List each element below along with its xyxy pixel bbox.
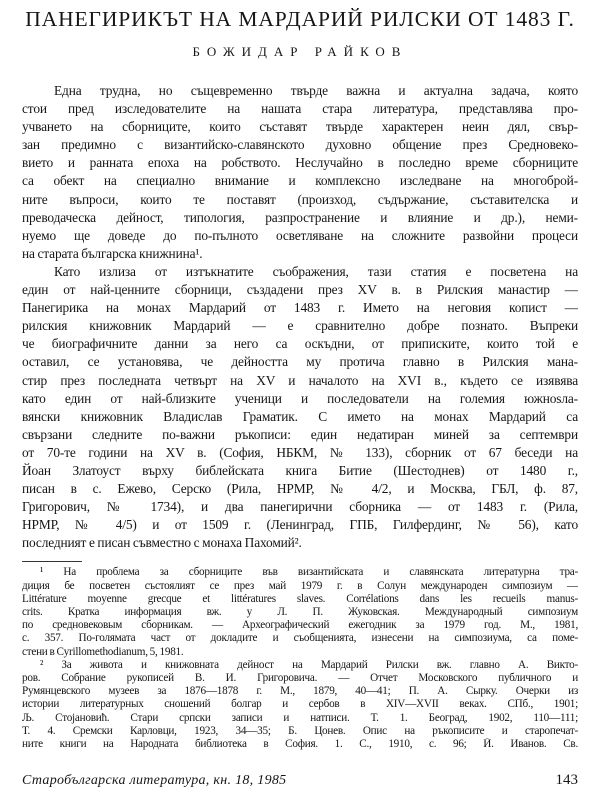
- text-line: Една трудна, но същевременно твърде важна и актуална задача, която: [54, 83, 578, 98]
- text-line: ните въпроси, които те поставят (произход, съдържание, съставителска и: [22, 191, 578, 207]
- footnote-line: по средновековым сборникам. — Археографический ежегодник за 1979 год. М., 1981,: [22, 619, 578, 632]
- text-line: Панегирика на монах Мардарий от 1483 г. Името на неговия копист —: [22, 300, 578, 316]
- footnote-line: ² За живота и книжовната дейност на Мардарий Рилски вж. главно А. Викто-: [40, 658, 578, 671]
- text-line: оставил, се установява, че дейността му протича главно в Рилския мана-: [22, 354, 578, 370]
- text-line: вянски книжовник Владислав Граматик. С името на монах Мардарий са: [22, 408, 578, 424]
- footnote-1: [22, 566, 578, 658]
- footnote-line: с. 357. По-голямата част от докладите и съобщенията, изнесени на симпозиума, са поме-: [22, 632, 578, 645]
- text-line: Григорович, № 1734), и два панегирични сборника — от 1483 г. (Рила,: [22, 499, 578, 515]
- footnote-2: [22, 659, 578, 751]
- footnote-line: Љ. Стојановић. Стари српски записи и натписи. Т. 1. Београд, 1902, 110—111;: [22, 711, 578, 724]
- text-line: стир през последната четвърт на XV и началото на XVI в., където се изявява: [22, 372, 578, 388]
- text-line: Йоан Златоуст върху библейската книга Битие (Шестоднев) от 1480 г.,: [22, 462, 578, 478]
- footnote-line: истории литературных сношений болгар и сербов в XIV—XVII веках. СПб., 1901;: [22, 698, 578, 711]
- text-line: зан предимно с византийско-славянското духовно общение през Средновеко-: [22, 137, 578, 153]
- page-number: 143: [555, 772, 578, 788]
- text-line: от 70-те години на XV в. (София, НБКМ, № 133), сборник от 67 беседи на: [22, 444, 578, 460]
- text-line: като един от най-близките ученици и последователи на големия южнosла-: [22, 390, 578, 406]
- page-footer: [22, 772, 578, 792]
- text-line: са обект на специално внимание и комплексно изследване на многоброй-: [22, 173, 578, 189]
- article-author: БОЖИДАР РАЙКОВ: [192, 44, 408, 59]
- text-line: преводаческа дейност, типология, разпространение и влияние и др.), неми-: [22, 209, 578, 225]
- text-line: че биографичните данни за него са оскъдни, от приписките, които той е: [22, 336, 578, 352]
- text-line: Като излиза от изтъкнатите съображения, тази статия е посветена на: [54, 263, 578, 279]
- footnote-line: ров. Собрание рукописей В. И. Григоровича. — Отчет Московского публичного и: [22, 672, 578, 685]
- footnote-line: ните книги на Народната библиотека в София. 1. С., 1910, с. 96; Й. Иванов. Св.: [22, 738, 578, 751]
- article-title: ПАНЕГИРИКЪТ НА МАРДАРИЙ РИЛСКИ ОТ 1483 Г.: [25, 7, 575, 31]
- paragraph-1: [22, 82, 578, 263]
- text-line: един от най-ценните сборници, създадени през XV в. в Рилския манастир —: [22, 282, 578, 298]
- footnote-divider: [22, 561, 82, 562]
- footnote-line: стени в Cyrillomethodianum, 5, 1981.: [22, 645, 184, 658]
- article-body: [22, 82, 578, 552]
- article-page: [22, 6, 578, 796]
- text-line: последният е писан съвместно с монаха Пахомий².: [22, 535, 302, 551]
- footnote-line: Littérature moyenne grecque et littératures slaves. Corrélations dans les recueils manus-: [22, 592, 578, 605]
- text-line: стои пред изследователите на нашата стара литература, представлява про-: [22, 101, 578, 117]
- text-line: учването на сборниците, които съставят твърде характерен неин дял, свър-: [22, 119, 578, 135]
- paragraph-2: [22, 263, 578, 553]
- text-line: НРМР, № 4/5) и от 1509 г. (Ленинград, ГПБ, Гилфердинг, № 56), като: [22, 517, 578, 533]
- footnote-line: ¹ На проблема за сборниците във византийската и славянската литературна тра-: [40, 566, 578, 579]
- text-line: нуемо ще доведе до по-пълното осветляване на сложните развойни процеси: [22, 227, 578, 243]
- footnote-line: Румянцевского музеев за 1876—1878 г. М., 1879, 40—41; П. А. Сырку. Очерки из: [22, 685, 578, 698]
- text-line: свързани следните по-важни ръкописи: един недатиран миней за септември: [22, 426, 578, 442]
- text-line: рилския книжовник Мардарий — е сравнително добре познато. Въпреки: [22, 318, 578, 334]
- footnote-line: crits. Кратка информация вж. у Л. П. Жуковская. Международный симпозиум: [22, 606, 578, 619]
- text-line: писан в с. Ежево, Серско (Рила, НРМР, № 4/2, и Москва, ГБЛ, ф. 87,: [22, 481, 578, 497]
- footnotes: [22, 566, 578, 751]
- footnote-line: диция бе посветен състоялият се през май 1979 г. в Солун международен симпозиум —: [22, 579, 578, 592]
- text-line: вието и ранната епоха на робството. Неслучайно в последно време сборниците: [22, 155, 578, 171]
- journal-citation: Старобългарска литература, кн. 18, 1985: [22, 773, 287, 788]
- footnote-line: Т. 4. Сремски Карловци, 1923, 34—35; Б. Цонев. Опис на ръкописите и старопечат-: [22, 724, 578, 737]
- text-line: на старата българска книжнина¹.: [22, 245, 203, 261]
